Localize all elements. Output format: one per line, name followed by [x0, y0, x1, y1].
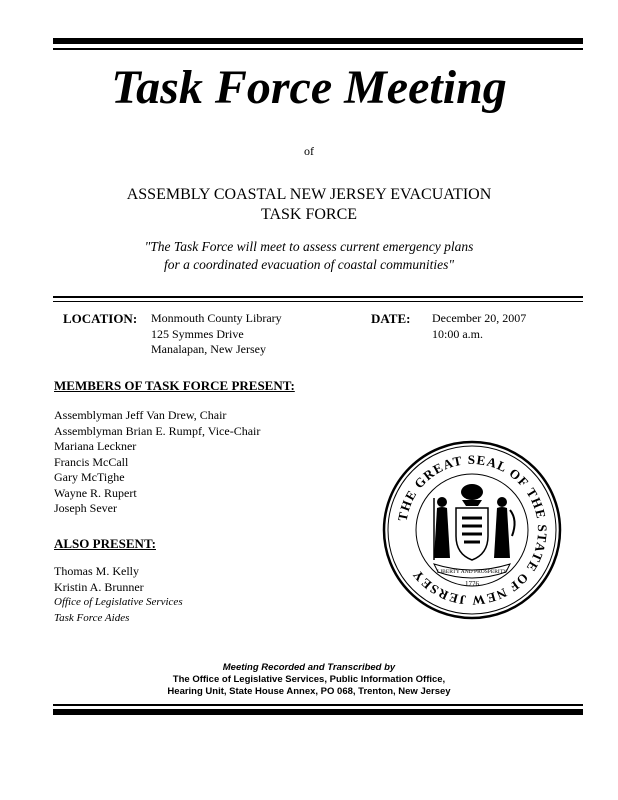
footer-line-2: The Office of Legislative Services, Public Information Office,	[172, 674, 446, 685]
committee-line-1: ASSEMBLY COASTAL NEW JERSEY EVACUATION	[126, 186, 492, 203]
member-name: Mariana Leckner	[54, 439, 137, 453]
date-line: 10:00 a.m.	[432, 326, 483, 341]
location-line: 125 Symmes Drive	[151, 326, 244, 341]
top-rule-thin	[53, 48, 583, 50]
of-text: of	[304, 144, 314, 158]
date-line: December 20, 2007	[432, 311, 527, 325]
quote-line-2: for a coordinated evacuation of coastal communities"	[163, 257, 455, 272]
quote-line-1: "The Task Force will meet to assess current emergency plans	[144, 239, 474, 254]
members-list	[54, 408, 260, 517]
member-name: Assemblyman Jeff Van Drew, Chair	[54, 408, 227, 422]
footer-credit	[0, 662, 618, 698]
seal-ring-text: THE GREAT SEAL OF THE STATE OF NEW JERSEY	[394, 451, 551, 609]
date-time	[432, 311, 526, 342]
location-label: LOCATION:	[63, 311, 138, 326]
date-label: DATE:	[371, 311, 411, 326]
member-name: Joseph Sever	[54, 501, 117, 515]
seal-ribbon-text: LIBERTY AND PROSPERITY	[436, 569, 508, 575]
staff-office: Office of Legislative Services	[54, 596, 183, 608]
staff-name: Kristin A. Brunner	[54, 579, 144, 594]
footer-line-1: Meeting Recorded and Transcribed by	[222, 662, 396, 673]
middle-rule-thick	[53, 296, 583, 298]
top-rule-thick	[53, 38, 583, 44]
middle-rule-thin	[53, 301, 583, 302]
bottom-rule-thick	[53, 709, 583, 715]
member-name: Assemblyman Brian E. Rumpf, Vice-Chair	[54, 423, 261, 438]
seal-year: 1776	[465, 580, 479, 588]
location-line: Manalapan, New Jersey	[151, 342, 266, 356]
members-heading: MEMBERS OF TASK FORCE PRESENT:	[54, 378, 295, 393]
member-name: Wayne R. Rupert	[54, 485, 137, 500]
meeting-purpose-quote	[0, 238, 618, 274]
member-name: Gary McTighe	[54, 470, 125, 484]
document-title: Task Force Meeting	[111, 61, 507, 114]
member-name: Francis McCall	[54, 454, 129, 469]
location-line: Monmouth County Library	[151, 311, 282, 325]
staff-role: Task Force Aides	[54, 611, 130, 624]
also-present-heading: ALSO PRESENT:	[54, 536, 156, 551]
also-present-list	[54, 564, 183, 626]
committee-line-2: TASK FORCE	[260, 206, 358, 223]
staff-name: Thomas M. Kelly	[54, 564, 139, 578]
state-seal-icon	[382, 440, 562, 620]
bottom-rule-thin	[53, 704, 583, 706]
location-address	[151, 311, 282, 358]
footer-line-3: Hearing Unit, State House Annex, PO 068, Trenton, New Jersey	[167, 686, 451, 697]
committee-name	[0, 185, 618, 225]
